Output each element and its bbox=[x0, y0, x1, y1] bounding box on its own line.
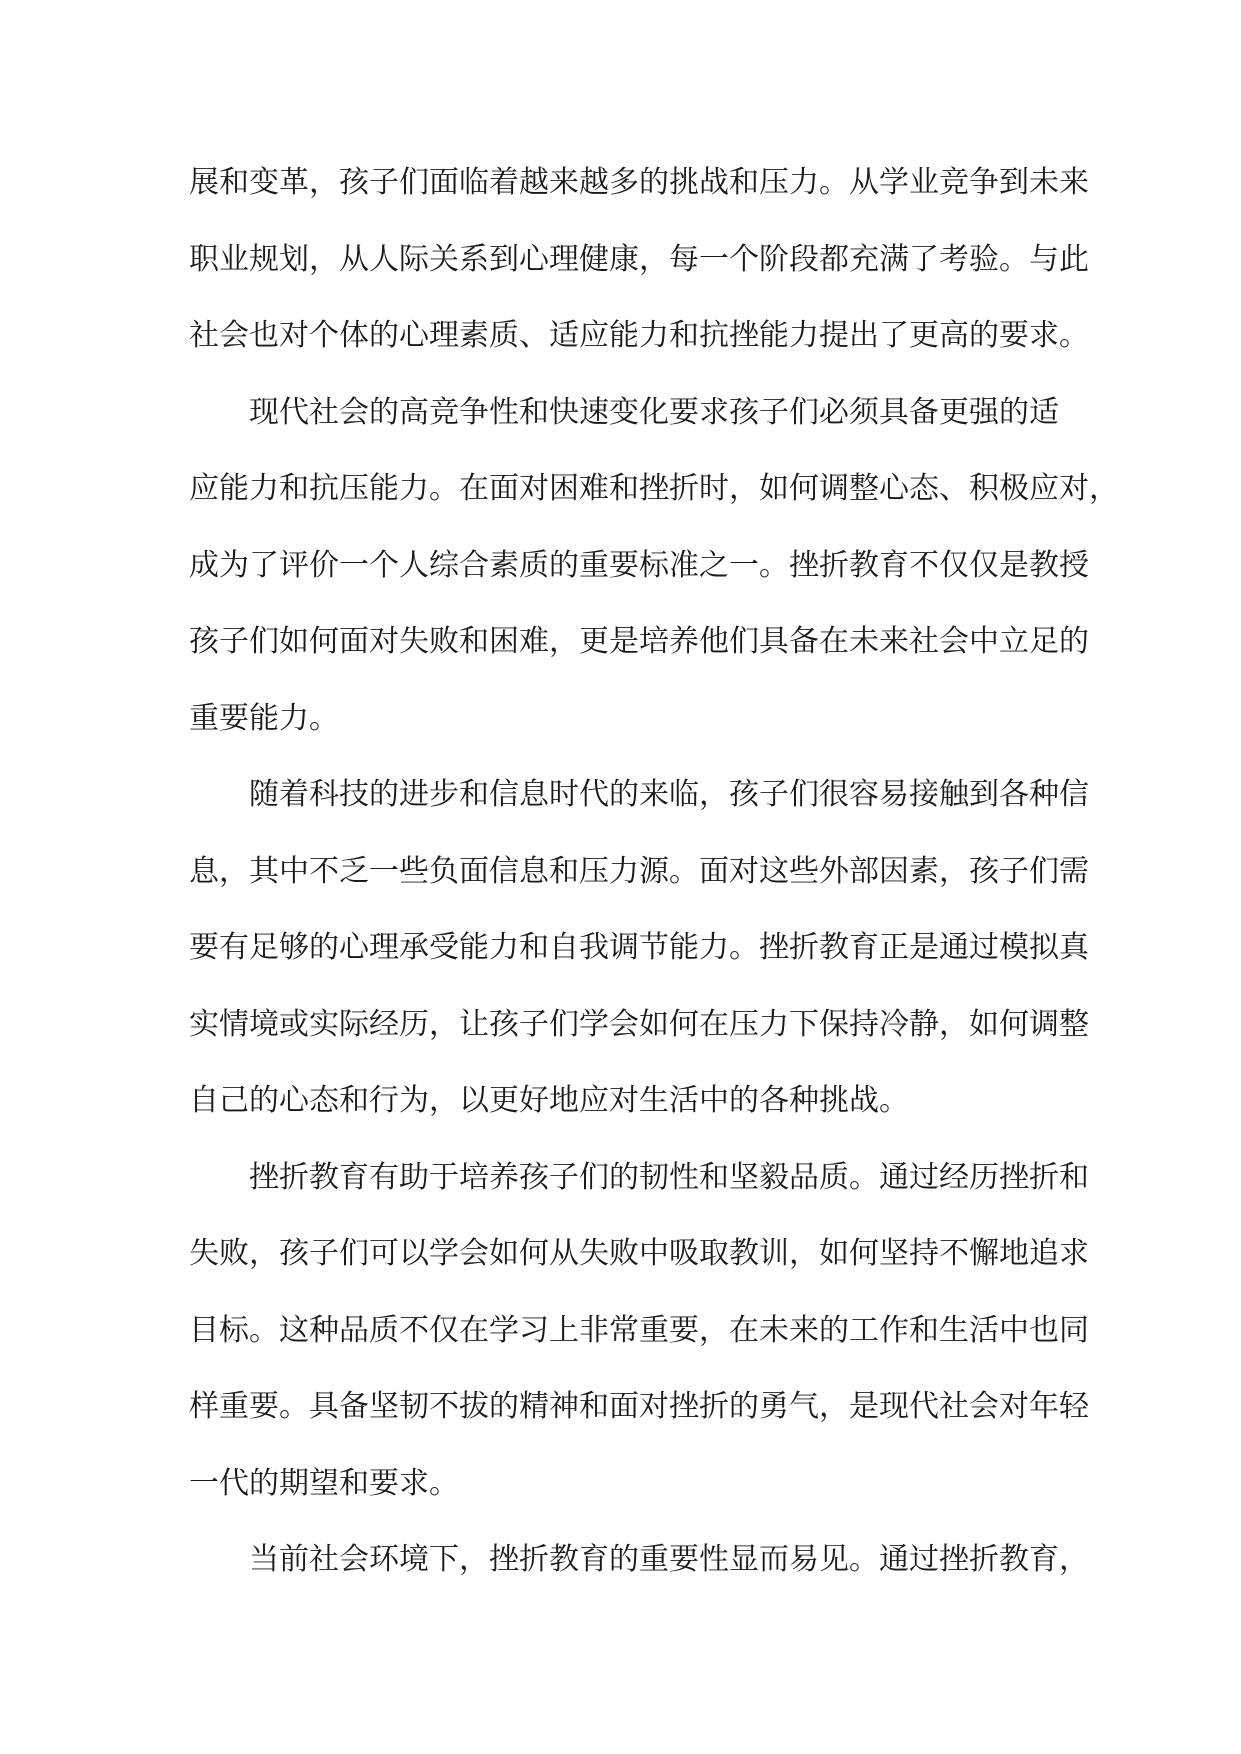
paragraph bbox=[189, 757, 1089, 1140]
text-line: 社会也对个体的心理素质、适应能力和抗挫能力提出了更高的要求。 bbox=[189, 318, 1089, 353]
text-line: 挫折教育有助于培养孩子们的韧性和坚毅品质。通过经历挫折和 bbox=[249, 1159, 1089, 1195]
text-line: 重要能力。 bbox=[189, 700, 339, 736]
text-line: 目标。这种品质不仅在学习上非常重要，在未来的工作和生活中也同 bbox=[189, 1312, 1089, 1348]
text-line: 自己的心态和行为，以更好地应对生活中的各种挑战。 bbox=[189, 1083, 909, 1118]
text-line: 职业规划，从人际关系到心理健康，每一个阶段都充满了考验。与此 bbox=[189, 241, 1089, 277]
text-line: 应能力和抗压能力。在面对困难和挫折时，如何调整心态、积极应对， bbox=[189, 471, 1119, 506]
text-line: 息，其中不乏一些负面信息和压力源。面对这些外部因素，孩子们需 bbox=[189, 853, 1089, 889]
paragraph bbox=[189, 375, 1119, 758]
document-body bbox=[189, 145, 1119, 1599]
paragraph bbox=[189, 1522, 1089, 1599]
text-line: 要有足够的心理承受能力和自我调节能力。挫折教育正是通过模拟真 bbox=[189, 930, 1089, 965]
text-line: 孩子们如何面对失败和困难，更是培养他们具备在未来社会中立足的 bbox=[189, 624, 1089, 659]
text-line: 展和变革，孩子们面临着越来越多的挑战和压力。从学业竞争到未来 bbox=[189, 165, 1089, 200]
text-line: 样重要。具备坚韧不拔的精神和面对挫折的勇气，是现代社会对年轻 bbox=[189, 1389, 1089, 1424]
text-line: 一代的期望和要求。 bbox=[189, 1465, 459, 1501]
paragraph bbox=[189, 1140, 1089, 1523]
text-line: 当前社会环境下，挫折教育的重要性显而易见。通过挫折教育， bbox=[249, 1542, 1089, 1577]
paragraph bbox=[189, 145, 1089, 375]
text-line: 实情境或实际经历，让孩子们学会如何在压力下保持冷静，如何调整 bbox=[189, 1006, 1089, 1042]
text-line: 随着科技的进步和信息时代的来临，孩子们很容易接触到各种信 bbox=[249, 777, 1089, 812]
text-line: 失败，孩子们可以学会如何从失败中吸取教训，如何坚持不懈地追求 bbox=[189, 1236, 1089, 1271]
text-line: 成为了评价一个人综合素质的重要标准之一。挫折教育不仅仅是教授 bbox=[189, 547, 1089, 583]
text-line: 现代社会的高竞争性和快速变化要求孩子们必须具备更强的适 bbox=[249, 394, 1059, 430]
